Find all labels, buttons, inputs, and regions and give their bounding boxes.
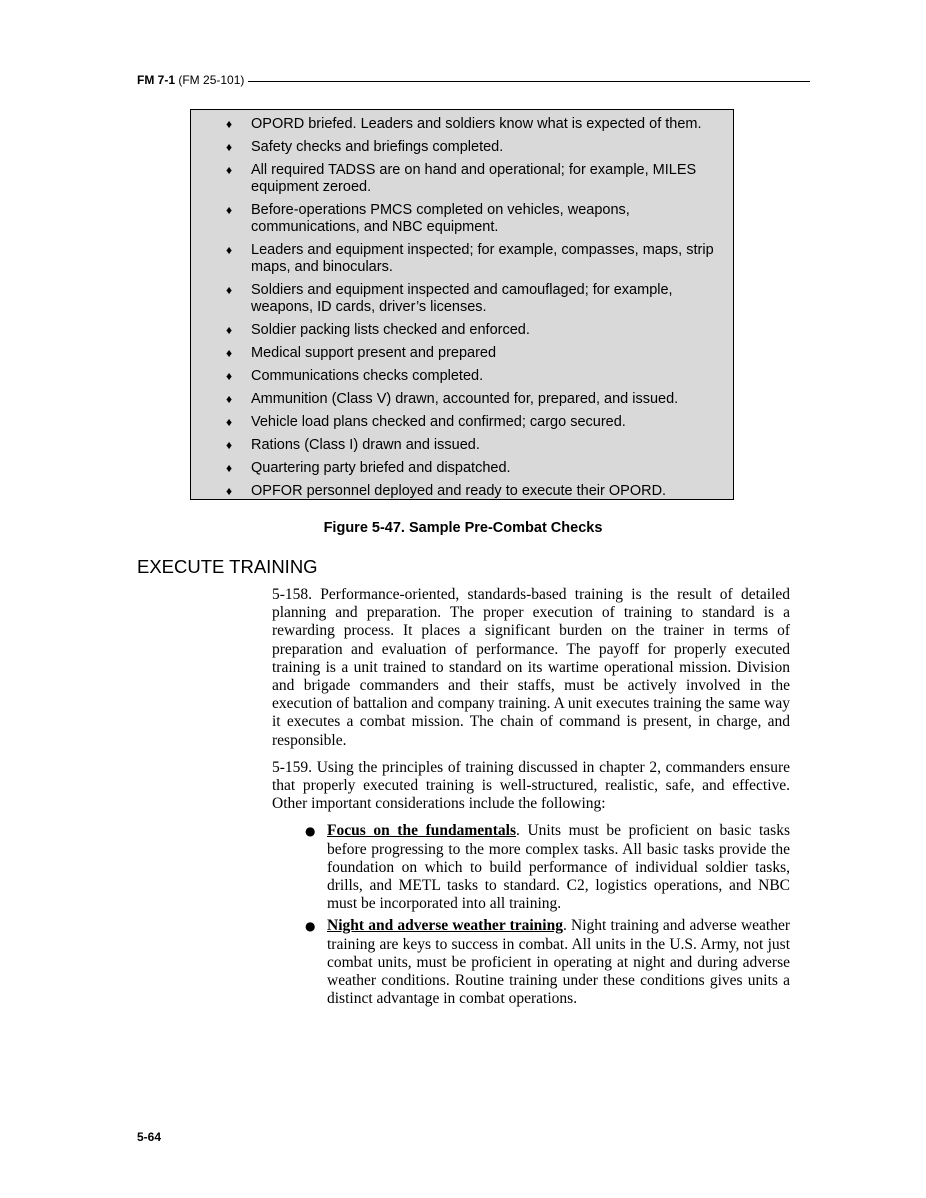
list-item-term: Night and adverse weather training [327, 917, 563, 935]
checklist-item-text: All required TADSS are on hand and operational; for example, MILES equipment zeroed. [251, 162, 697, 195]
section-title: EXECUTE TRAINING [137, 556, 318, 577]
list-item-text: . Night training and adverse weather training are keys to success in combat. All units in the U.S. Army, not just combat units, must be proficient in operating at night and during adverse weather conditions. Routine training under these conditions gives units a distinct advantage in combat operations. [327, 917, 790, 1008]
diamond-bullet-icon: ♦ [226, 484, 233, 498]
diamond-bullet-icon: ♦ [226, 323, 233, 337]
list-item [272, 822, 790, 913]
diamond-bullet-icon: ♦ [226, 346, 233, 360]
bullet-dot-icon: ● [305, 824, 316, 839]
checklist-item [191, 242, 733, 276]
diamond-bullet-icon: ♦ [226, 283, 233, 297]
checklist-item-text: Vehicle load plans checked and confirmed; cargo secured. [251, 414, 626, 430]
checklist-item-text: Soldiers and equipment inspected and camouflaged; for example, weapons, ID cards, driver’s licenses. [251, 282, 673, 315]
diamond-bullet-icon: ♦ [226, 438, 233, 452]
running-header [137, 73, 810, 91]
checklist-item-text: Quartering party briefed and dispatched. [251, 460, 511, 476]
paragraph-5-158: 5-158. Performance-oriented, standards-based training is the result of detailed planning and preparation. The proper execution of training to standard is a rewarding process. It places a significant burden on the trainer in terms of preparation and evaluation of performance. The payoff for properly executed training is a unit trained to standard on its wartime operational mission. Division and brigade commanders and their staffs, must be actively involved in the execution of battalion and company training. A unit executes training the same way it executes a combat mission. The chain of command is present, in charge, and responsible. [272, 586, 790, 749]
checklist-item [191, 202, 733, 236]
checklist-item [191, 460, 733, 477]
checklist-item [191, 437, 733, 454]
list-item [272, 917, 790, 1008]
diamond-bullet-icon: ♦ [226, 163, 233, 177]
considerations-list [272, 822, 790, 1008]
checklist-item [191, 345, 733, 362]
paragraph-5-159: 5-159. Using the principles of training discussed in chapter 2, commanders ensure that properly executed training is well-structured, realistic, safe, and effective. Other important considerations include the following: [272, 758, 790, 813]
diamond-bullet-icon: ♦ [226, 140, 233, 154]
checklist-item [191, 483, 733, 500]
checklist-item [191, 322, 733, 339]
checklist-item [191, 391, 733, 408]
page-number: 5-64 [137, 1130, 162, 1144]
checklist-item-text: OPORD briefed. Leaders and soldiers know what is expected of them. [251, 116, 702, 132]
pre-combat-checks-panel [190, 109, 734, 500]
checklist-item-text: Leaders and equipment inspected; for example, compasses, maps, strip maps, and binoculars. [251, 242, 714, 275]
header-doc-id: FM 7-1 [137, 73, 176, 87]
checklist-item-text: Communications checks completed. [251, 368, 484, 384]
list-item-text: . Units must be proficient on basic tasks before progressing to the more complex tasks. All basic tasks provide the foundation on which to build performance of individual soldier tasks, drills, and METL tasks to standard. C2, logistics operations, and NBC must be incorporated into all training. [327, 822, 790, 913]
list-item-term: Focus on the fundamentals [327, 822, 516, 840]
checklist-item-text: Safety checks and briefings completed. [251, 139, 504, 155]
checklist-item [191, 116, 733, 133]
checklist-item [191, 139, 733, 156]
diamond-bullet-icon: ♦ [226, 392, 233, 406]
diamond-bullet-icon: ♦ [226, 369, 233, 383]
checklist-item-text: Ammunition (Class V) drawn, accounted for, prepared, and issued. [251, 391, 679, 407]
header-text [137, 73, 248, 87]
checklist-item-text: OPFOR personnel deployed and ready to execute their OPORD. [251, 483, 667, 499]
checklist-item [191, 162, 733, 196]
diamond-bullet-icon: ♦ [226, 243, 233, 257]
checklist-item [191, 282, 733, 316]
diamond-bullet-icon: ♦ [226, 415, 233, 429]
header-doc-ref: (FM 25-101) [178, 73, 245, 87]
body-text [272, 586, 790, 1012]
checklist-item-text: Soldier packing lists checked and enforced. [251, 322, 530, 338]
diamond-bullet-icon: ♦ [226, 117, 233, 131]
checklist-item [191, 414, 733, 431]
pre-combat-checks-list [191, 110, 733, 500]
checklist-item [191, 368, 733, 385]
checklist-item-text: Medical support present and prepared [251, 345, 497, 361]
figure-caption: Figure 5-47. Sample Pre-Combat Checks [323, 520, 603, 536]
diamond-bullet-icon: ♦ [226, 461, 233, 475]
checklist-item-text: Rations (Class I) drawn and issued. [251, 437, 480, 453]
diamond-bullet-icon: ♦ [226, 203, 233, 217]
checklist-item-text: Before-operations PMCS completed on vehicles, weapons, communications, and NBC equipment. [251, 202, 630, 235]
bullet-dot-icon: ● [305, 919, 316, 934]
